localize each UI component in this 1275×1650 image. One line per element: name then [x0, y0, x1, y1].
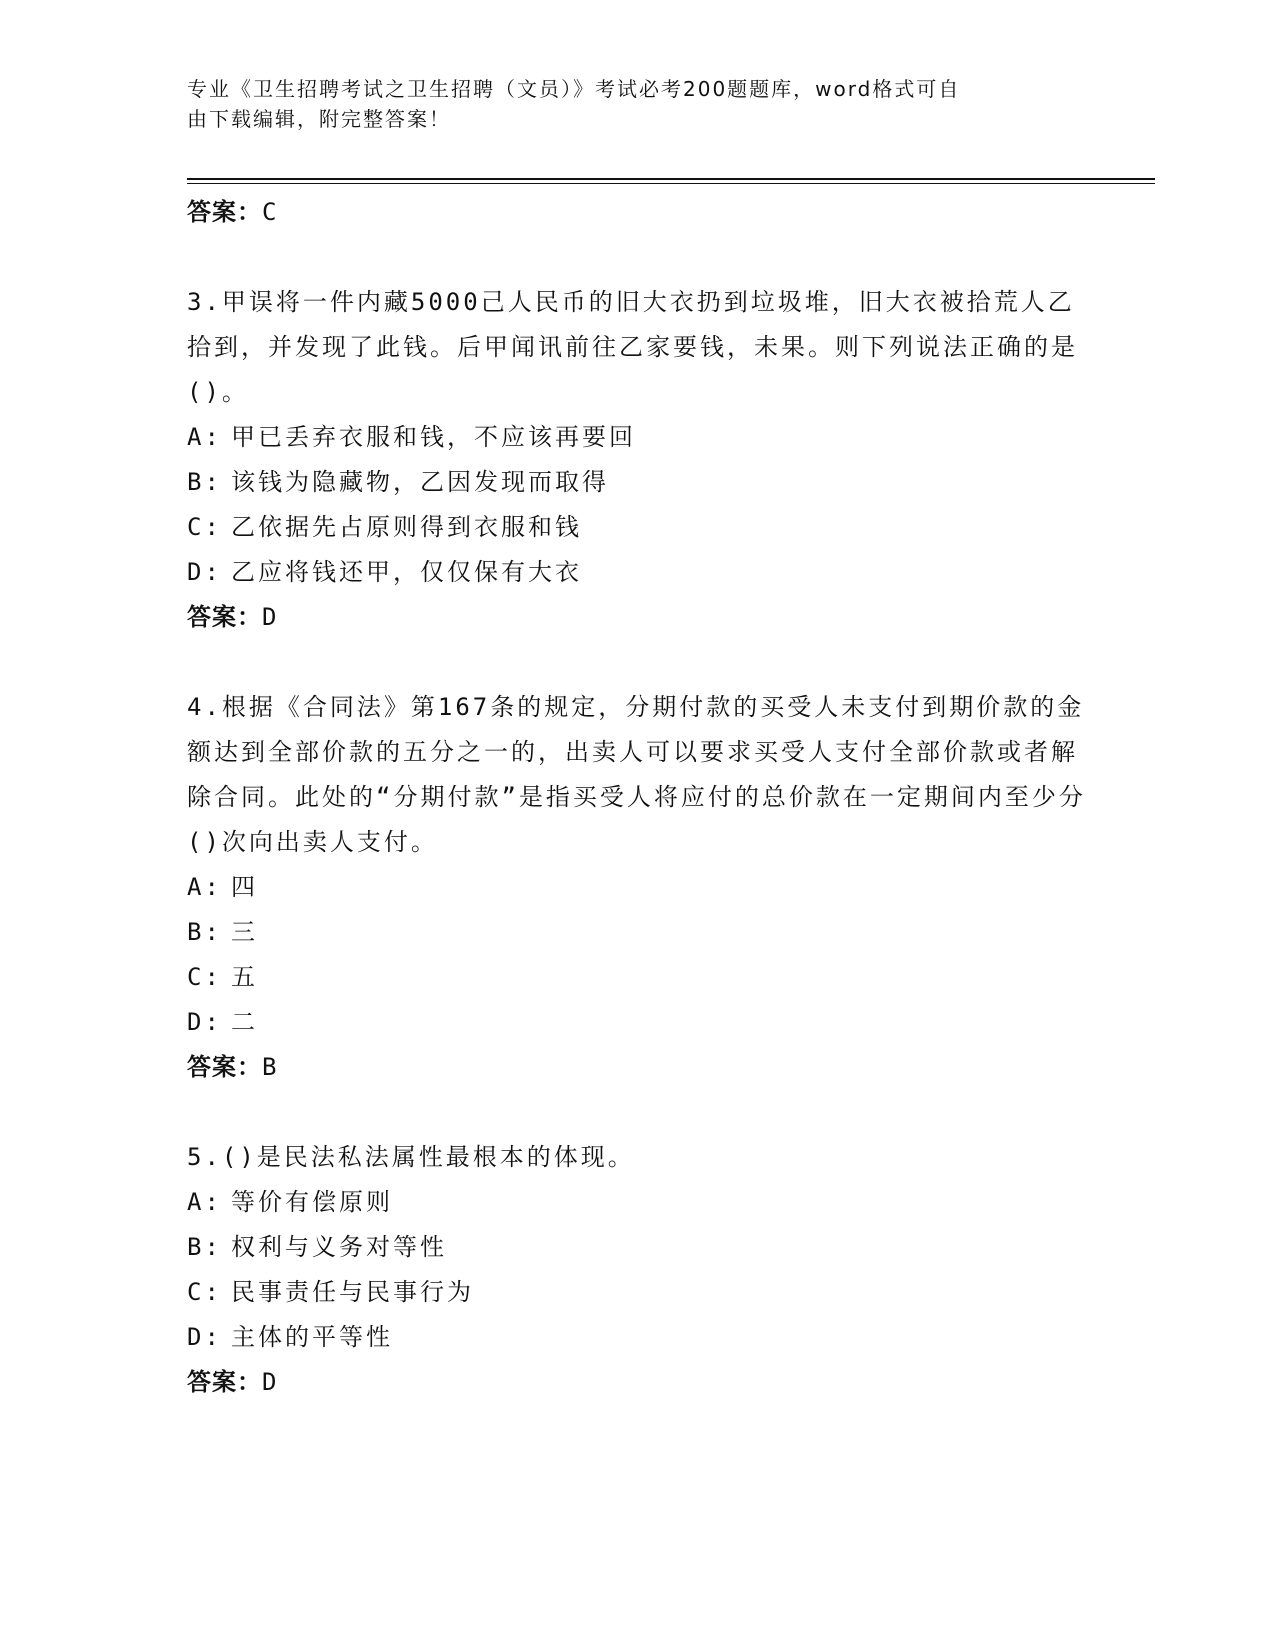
option-text: 乙应将钱还甲，仅仅保有大衣 [231, 558, 582, 586]
option-key: A: [187, 1188, 222, 1216]
option-text: 乙依据先占原则得到衣服和钱 [231, 513, 582, 541]
answer-line [187, 1045, 1087, 1089]
answer-label: 答案： [187, 198, 262, 226]
option-c [187, 955, 1087, 1000]
question-text: 4.根据《合同法》第167条的规定，分期付款的买受人未支付到期价款的金额达到全部价款的五分之一的，出卖人可以要求买受人支付全部价款或者解除合同。此处的“分期付款”是指买受人将应付的总价款在一定期间内至少分()次向出卖人支付。 [187, 693, 1086, 856]
option-key: C: [187, 513, 222, 541]
option-d [187, 550, 1087, 595]
answer-value: D [262, 1368, 278, 1396]
answer-value: C [262, 198, 278, 226]
answer-line [187, 595, 1087, 639]
option-a [187, 415, 1087, 460]
option-a [187, 1180, 1087, 1225]
document-header [187, 74, 1087, 134]
option-text: 主体的平等性 [231, 1323, 393, 1351]
option-c [187, 505, 1087, 550]
option-key: B: [187, 1233, 222, 1261]
header-line-1: 专业《卫生招聘考试之卫生招聘（文员）》考试必考200题题库，word格式可自 [187, 77, 961, 101]
option-b [187, 460, 1087, 505]
option-key: D: [187, 1008, 222, 1036]
answer-label: 答案： [187, 1368, 262, 1396]
header-divider-thick [187, 178, 1155, 180]
option-key: C: [187, 963, 222, 991]
option-b [187, 1225, 1087, 1270]
question-block [187, 280, 1087, 639]
header-line-2: 由下载编辑，附完整答案！ [187, 107, 451, 131]
option-text: 三 [231, 918, 258, 946]
header-divider-thin [187, 183, 1155, 184]
option-key: D: [187, 558, 222, 586]
option-key: C: [187, 1278, 222, 1306]
option-key: A: [187, 423, 222, 451]
question-block [187, 1135, 1087, 1404]
option-d [187, 1000, 1087, 1045]
question-text: 5.()是民法私法属性最根本的体现。 [187, 1143, 635, 1171]
option-text: 甲已丢弃衣服和钱，不应该再要回 [231, 423, 636, 451]
option-text: 等价有偿原则 [231, 1188, 393, 1216]
option-key: D: [187, 1323, 222, 1351]
answer-label: 答案： [187, 603, 262, 631]
question-text: 3.甲误将一件内藏5000己人民币的旧大衣扔到垃圾堆，旧大衣被拾荒人乙拾到，并发现了此钱。后甲闻讯前往乙家要钱，未果。则下列说法正确的是()。 [187, 288, 1078, 406]
answer-value: D [262, 603, 278, 631]
answer-label: 答案： [187, 1053, 262, 1081]
option-c [187, 1270, 1087, 1315]
option-text: 二 [231, 1008, 258, 1036]
option-a [187, 865, 1087, 910]
question-block [187, 685, 1087, 1089]
option-key: A: [187, 873, 222, 901]
option-text: 民事责任与民事行为 [231, 1278, 474, 1306]
option-text: 五 [231, 963, 258, 991]
option-text: 四 [231, 873, 258, 901]
option-text: 该钱为隐藏物，乙因发现而取得 [231, 468, 609, 496]
option-d [187, 1315, 1087, 1360]
option-key: B: [187, 918, 222, 946]
answer-value: B [262, 1053, 278, 1081]
question-list [187, 190, 1087, 1404]
answer-line [187, 1360, 1087, 1404]
option-text: 权利与义务对等性 [231, 1233, 447, 1261]
answer-line [187, 190, 1087, 234]
option-key: B: [187, 468, 222, 496]
option-b [187, 910, 1087, 955]
